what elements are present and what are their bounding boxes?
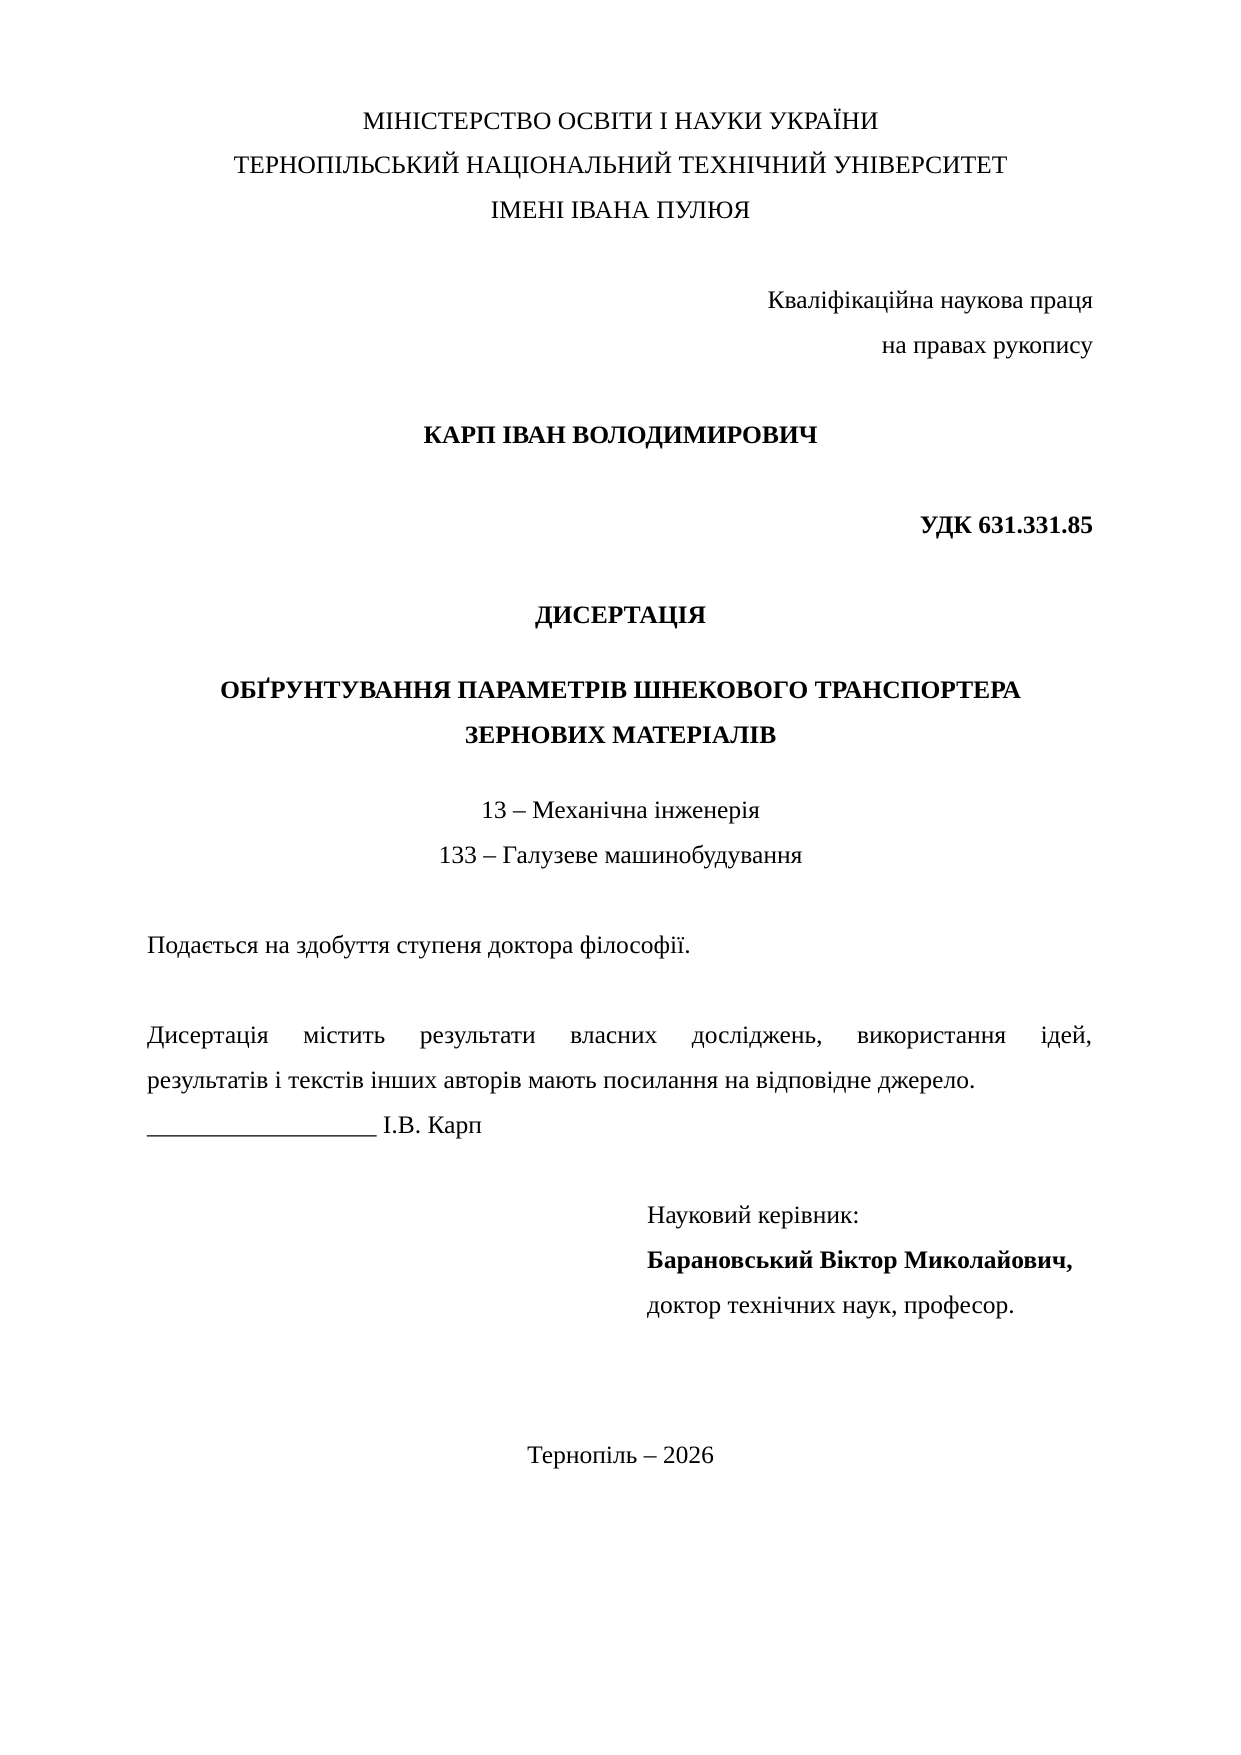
university-heading: ТЕРНОПІЛЬСЬКИЙ НАЦІОНАЛЬНИЙ ТЕХНІЧНИЙ УНІВЕРСИТЕТ [233,150,1008,179]
document-type: ДИСЕРТАЦІЯ [534,600,707,629]
dissertation-title-line1: ОБҐРУНТУВАННЯ ПАРАМЕТРІВ ШНЕКОВОГО ТРАНСПОРТЕРА [220,675,1021,704]
field-of-study: 13 – Механічна інженерія [481,795,760,824]
supervisor-title: доктор технічних наук, професор. [647,1290,1015,1319]
signature-blank: __________________ [147,1110,377,1139]
originality-statement-line1: Дисертація містить результати власних досліджень, використання ідей, [147,1020,1092,1049]
specialty: 133 – Галузеве машинобудування [438,840,803,869]
dissertation-title-line2: ЗЕРНОВИХ МАТЕРІАЛІВ [464,720,777,749]
degree-statement: Подається на здобуття ступеня доктора філософії. [147,930,691,959]
signature-name: І.В. Карп [382,1110,482,1139]
manuscript-note-line1: Кваліфікаційна наукова праця [767,285,1093,314]
udc-code: УДК 631.331.85 [919,510,1093,539]
manuscript-note-line2: на правах рукопису [881,330,1093,359]
city-year-footer: Тернопіль – 2026 [527,1440,714,1469]
ministry-heading: МІНІСТЕРСТВО ОСВІТИ І НАУКИ УКРАЇНИ [362,106,879,135]
author-name: КАРП ІВАН ВОЛОДИМИРОВИЧ [423,420,818,449]
signature-line [147,1110,482,1140]
originality-statement-line2: результатів і текстів інших авторів мають посилання на відповідне джерело. [147,1065,976,1094]
supervisor-label: Науковий керівник: [647,1200,860,1229]
university-name-heading: ІМЕНІ ІВАНА ПУЛЮЯ [490,195,751,224]
supervisor-name: Барановський Віктор Миколайович, [647,1245,1073,1274]
